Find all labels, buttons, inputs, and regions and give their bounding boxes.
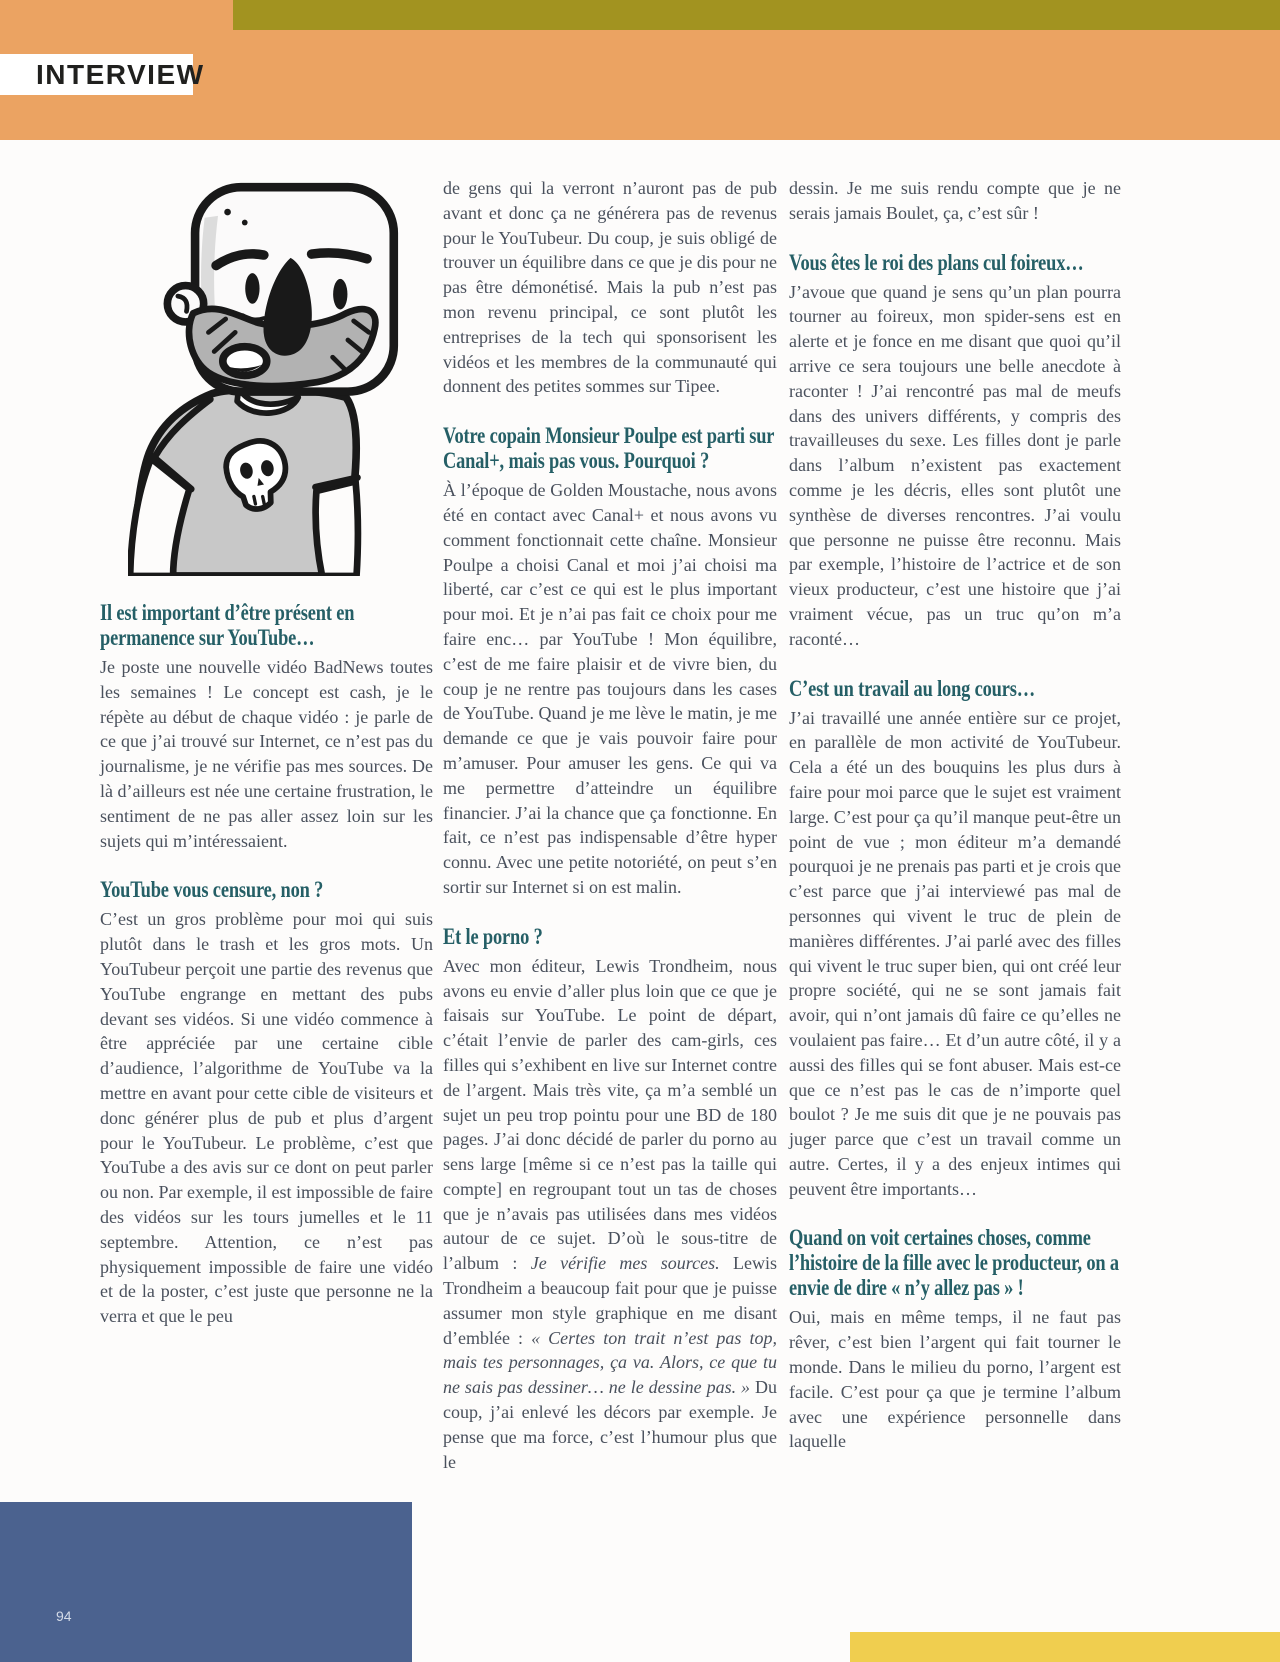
question-heading-text: Vous êtes le roi des plans cul foireux…: [789, 249, 1084, 275]
question-heading-text: Votre copain Monsieur Poulpe est parti sur Canal+, mais pas vous. Pourquoi ?: [443, 423, 774, 474]
answer-paragraph: de gens qui la verront n’auront pas de pub avant et donc ça ne générera pas de revenus pour le YouTubeur. Du coup, je suis obligé de trouver un équilibre dans ce que je dis pour ne pas être démonétisé. Mais la pub n’est pas mon revenu principal, ce sont plutôt les entreprises de la tech qui sponsorisent les vidéos et les membres de la communauté qui donnent des petites sommes sur Tipee.: [443, 178, 777, 397]
question-heading-text: Et le porno ?: [443, 923, 543, 949]
text-column-1: [100, 170, 433, 1329]
footer-yellow-bar: [850, 1632, 1280, 1662]
question-heading: [100, 877, 433, 902]
answer-paragraph: J’ai travaillé une année entière sur ce projet, en parallèle de mon activité de YouTubeur. Cela a été un des bouquins les plus durs à faire pour moi parce que le sujet est vraiment large. C’est pour ça qu’il manque peut-être un point de vue ; mon éditeur m’a demandé pourquoi je ne prenais pas parti et je crois que c’est parce que j’ai interviewé pas mal de personnes qui vivent le truc de plein de manières différentes. J’ai parlé avec des filles qui vivent le truc super bien, qui ont créé leur propre société, qui ne se sont jamais fait avoir, qui n’ont jamais dû faire ce qu’elles ne voulaient pas faire… Et d’un autre côté, il y a aussi des filles qui se font abuser. Mais est-ce que ce n’est pas le cas de n’importe quel boulot ? Je me suis dit que je ne pouvais pas juger parce que c’est un travail comme un autre. Certes, il y a des enjeux intimes qui peuvent être importants…: [789, 707, 1121, 1199]
section-label-box: [0, 54, 205, 95]
question-heading: [443, 423, 777, 473]
answer-paragraph: dessin. Je me suis rendu compte que je ne serais jamais Boulet, ça, c’est sûr !: [789, 178, 1121, 223]
question-heading-text: C’est un travail au long cours…: [789, 675, 1036, 701]
section-label: INTERVIEW: [36, 58, 205, 90]
text-column-2: [443, 176, 777, 1474]
question-heading: [789, 676, 1121, 701]
header-accent-bar: [233, 0, 1280, 30]
bearded-youtuber-cartoon: [128, 170, 415, 576]
question-heading: [789, 250, 1121, 275]
question-heading: [789, 1225, 1121, 1300]
question-heading: [443, 924, 777, 949]
page-number: 94: [56, 1608, 72, 1624]
question-heading-text: YouTube vous censure, non ?: [100, 877, 324, 903]
character-illustration: [128, 170, 433, 576]
answer-paragraph: Avec mon éditeur, Lewis Trondheim, nous avons eu envie d’aller plus loin que ce que je faisais sur YouTube. Le point de départ, c’était l’envie de parler des cam-girls, ces filles qui s’exhibent en live sur Internet contre de l’argent. Mais très vite, ça m’a semblé un sujet un peu trop pointu pour une BD de 180 pages. J’ai donc décidé de parler du porno au sens large [même si ce n’est pas la taille qui compte] en regroupant tout un tas de choses que je n’avais pas utilisées dans mes vidéos autour de ce sujet. D’où le sous-titre de l’album : Je vérifie mes sources. Lewis Trondheim a beaucoup fait pour que je puisse assumer mon style graphique en me disant d’emblée : « Certes ton trait n’est pas top, mais tes personnages, ça va. Alors, ce que tu ne sais pas dessiner… ne le dessine pas. » Du coup, j’ai enlevé les décors par exemple. Je pense que ma force, c’est l’humour plus que le: [443, 955, 778, 1472]
question-heading-text: Quand on voit certaines choses, comme l’histoire de la fille avec le producteur, on a envie de dire « n’y allez pas » !: [789, 1225, 1119, 1301]
answer-paragraph: C’est un gros problème pour moi qui suis plutôt dans le trash et les gros mots. Un YouTubeur perçoit une partie des revenus que YouTube engrange en mettant des pubs devant ses vidéos. Si une vidéo commence à être appréciée par une certaine cible d’audience, l’algorithme de YouTube va la mettre en avant pour cette cible de visiteurs et donc générer plus de pub et plus d’argent pour le YouTubeur. Le problème, c’est que YouTube a des avis sur ce dont on peut parler ou non. Par exemple, il est impossible de faire des vidéos sur les tours jumelles et le 11 septembre. Attention, ce n’est pas physiquement impossible de faire une vidéo et de la poster, c’est juste que personne ne la verra et que le peu: [100, 909, 433, 1327]
question-heading-text: Il est important d’être présent en permanence sur YouTube…: [100, 600, 355, 650]
answer-paragraph: J’avoue que quand je sens qu’un plan pourra tourner au foireux, mon spider-sens est en alerte et je fonce en me disant que quoi qu’il arrive ce sera toujours une belle anecdote à raconter ! J’ai rencontré pas mal de meufs dans des univers différents, y compris des travailleuses du sexe. Les filles dont je parle dans l’album n’existent pas exactement comme je les décris, elles sont plutôt une synthèse de diverses rencontres. J’ai voulu que personne ne puisse être reconnu. Mais par exemple, l’histoire de l’actrice et de son vieux producteur, c’est une histoire que j’ai vraiment vécue, pas un truc qu’on m’a raconté…: [789, 281, 1121, 649]
footer-blue-block: [0, 1502, 412, 1662]
answer-paragraph: Je poste une nouvelle vidéo BadNews toutes les semaines ! Le concept est cash, je le répète au début de chaque vidéo : je parle de ce que j’ai trouvé sur Internet, ce n’est pas du journalisme, je ne vérifie pas mes sources. De là d’ailleurs est née une certaine frustration, le sentiment de ne pas aller assez loin sur les sujets qui m’intéressaient.: [100, 657, 433, 851]
question-heading: [100, 600, 433, 650]
answer-paragraph: Oui, mais en même temps, il ne faut pas rêver, c’est bien l’argent qui fait tourner le monde. Dans le milieu du porno, l’argent est facile. C’est pour ça que je termine l’album avec une expérience personnelle dans laquelle: [789, 1307, 1121, 1452]
text-column-3: [789, 176, 1121, 1454]
answer-paragraph: À l’époque de Golden Moustache, nous avons été en contact avec Canal+ et nous avons vu comment fonctionnait cette chaîne. Monsieur Poulpe a choisi Canal et moi j’ai choisi ma liberté, car c’est ce qui est le plus important pour moi. Et je n’ai pas fait ce choix pour me faire enc… par YouTube ! Mon équilibre, c’est de me faire plaisir et de vivre bien, du coup je ne rentre pas toujours dans les cases de YouTube. Quand je me lève le matin, je me demande ce que je vais pouvoir faire pour m’amuser. Pour amuser les gens. Ce qui va me permettre d’atteindre un équilibre financier. J’ai la chance que ça fonctionne. En fait, ce n’est pas indispensable d’être hyper connu. Avec une petite notoriété, on peut s’en sortir sur Internet si on est malin.: [443, 480, 777, 897]
